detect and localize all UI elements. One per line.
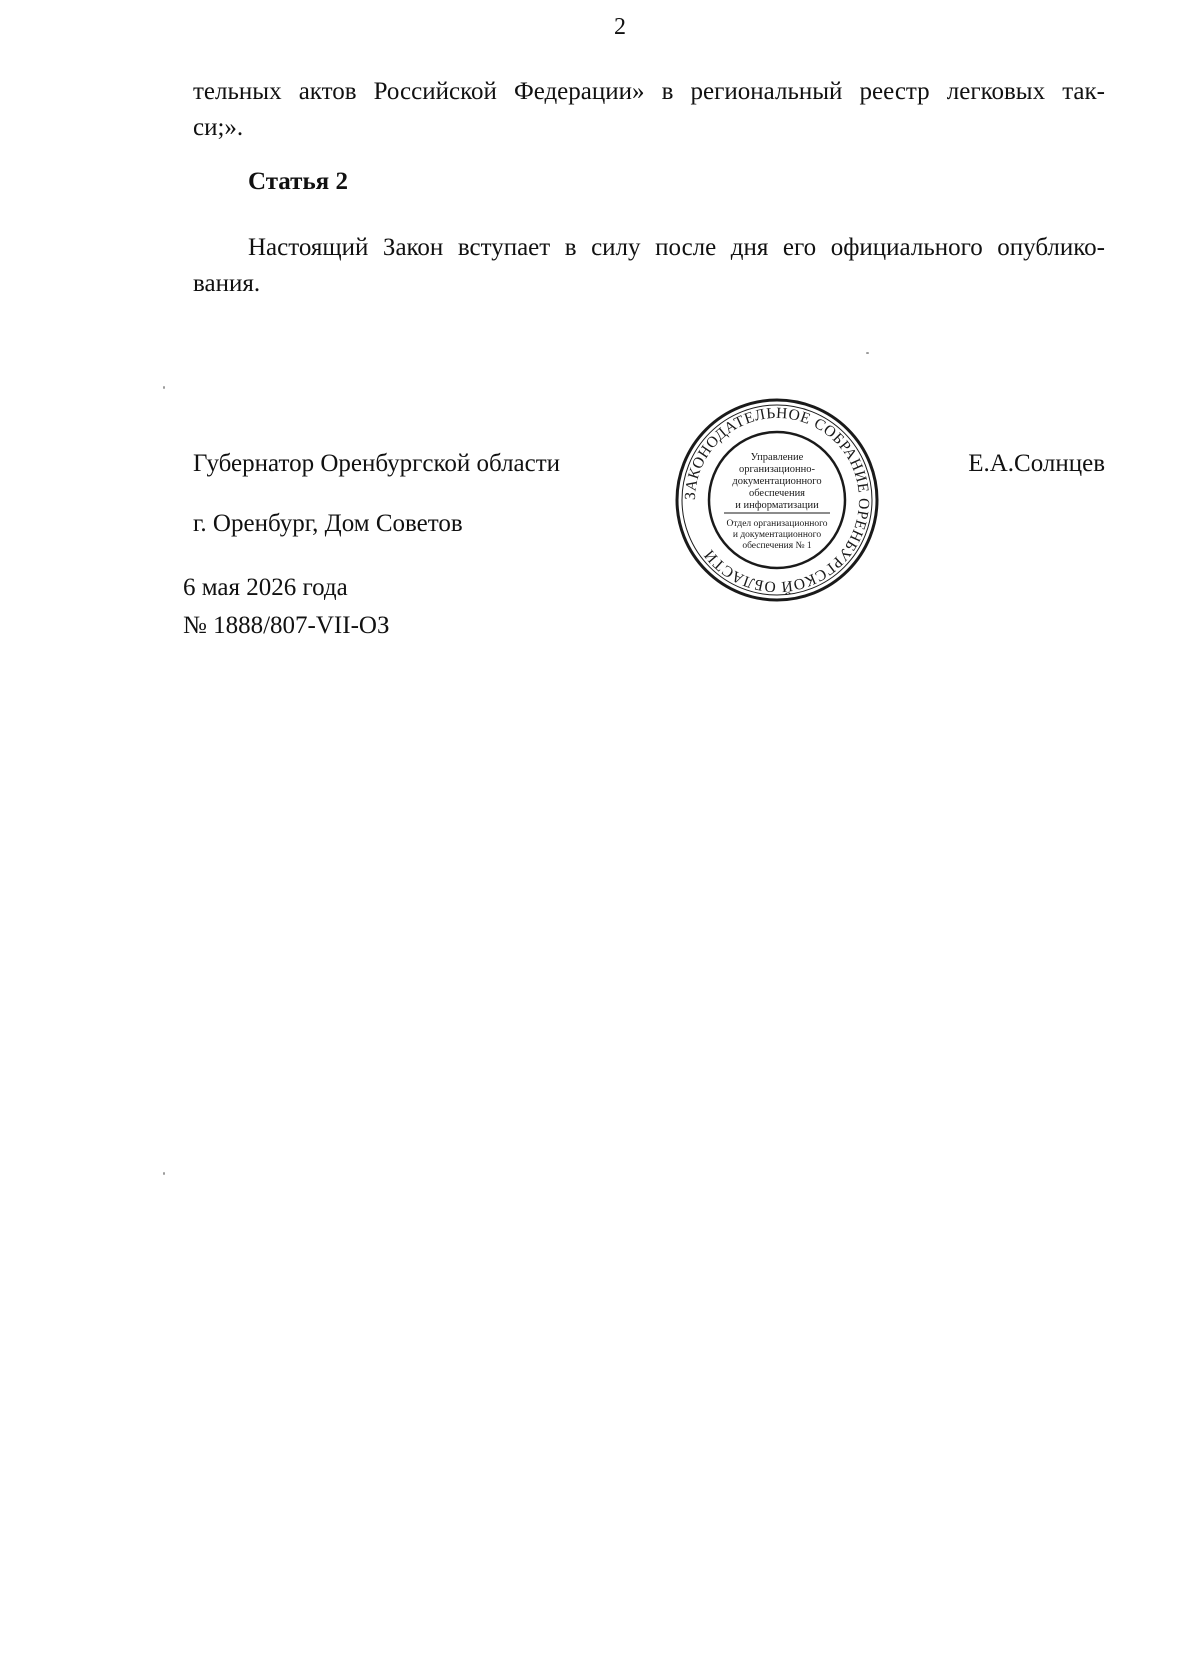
stamp-inner-text bbox=[732, 452, 821, 511]
svg-text:и информатизации: и информатизации bbox=[735, 500, 819, 511]
intro-paragraph bbox=[193, 74, 1105, 146]
stamp-ring-text: ЗАКОНОДАТЕЛЬНОЕ СОБРАНИЕ ОРЕНБУРГСКОЙ ОБЛАСТИ bbox=[681, 404, 873, 596]
scan-speck bbox=[163, 386, 165, 389]
governor-title: Губернатор Оренбургской области bbox=[193, 450, 561, 477]
signing-place: г. Оренбург, Дом Советов bbox=[193, 510, 463, 537]
article-line-2: вания. bbox=[193, 270, 261, 297]
scan-speck bbox=[866, 352, 869, 354]
scan-speck bbox=[163, 1172, 165, 1175]
svg-text:обеспечения № 1: обеспечения № 1 bbox=[742, 541, 812, 551]
intro-line-2: си;». bbox=[193, 114, 244, 141]
svg-text:Отдел организационного: Отдел организационного bbox=[726, 519, 828, 529]
svg-text:обеспечения: обеспечения bbox=[748, 488, 806, 499]
intro-line-1: тельных актов Российской Федерации» в региональный реестр легковых так- bbox=[193, 78, 1105, 105]
signer-name: Е.А.Солнцев bbox=[968, 450, 1105, 477]
article-body bbox=[193, 230, 1105, 302]
law-number: № 1888/807-VII-ОЗ bbox=[183, 612, 390, 639]
page-number: 2 bbox=[614, 14, 626, 40]
svg-text:и документационного: и документационного bbox=[732, 530, 822, 540]
article-line-1: Настоящий Закон вступает в силу после дня его официального опублико- bbox=[248, 234, 1105, 261]
svg-text:Управление: Управление bbox=[750, 452, 804, 463]
svg-text:документационного: документационного bbox=[732, 476, 822, 487]
official-stamp bbox=[672, 395, 882, 605]
article-heading: Статья 2 bbox=[248, 168, 348, 195]
svg-text:организационно-: организационно- bbox=[739, 464, 815, 475]
signing-date: 6 мая 2026 года bbox=[183, 574, 348, 601]
